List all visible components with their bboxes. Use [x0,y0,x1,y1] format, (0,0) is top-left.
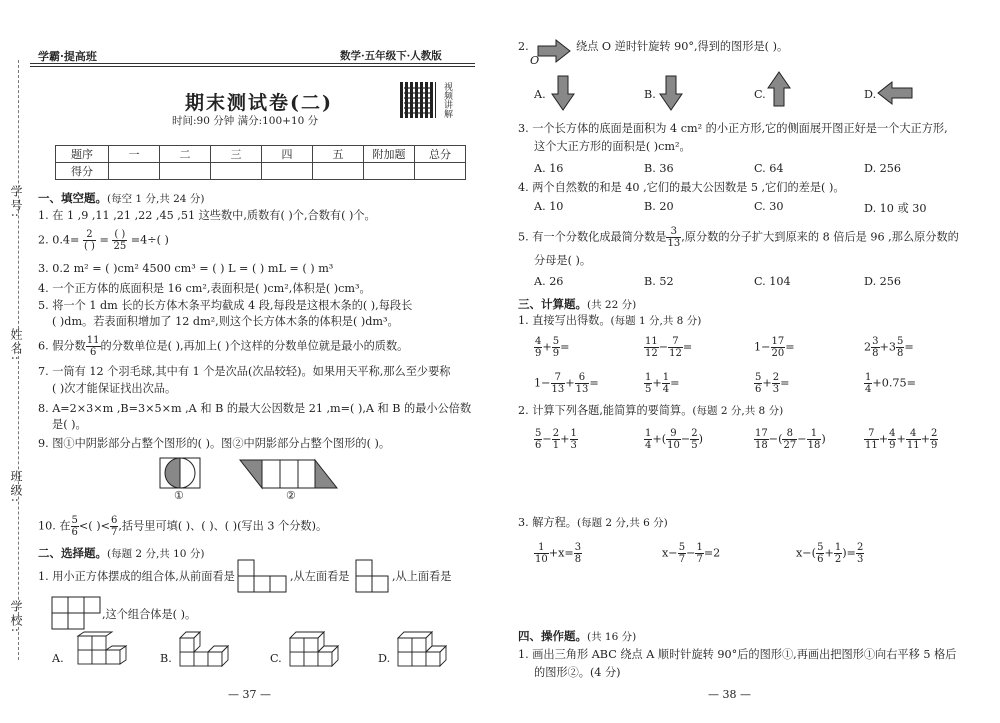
calc-sub-3 [518,516,668,530]
cube-figure-d [394,630,456,674]
calc-item: $\frac{7}{11}$ + $\frac{4}{9}$ + $\frac{4}{11}$ + $\frac{2}{9}$ [865,428,938,451]
numerator: 6 [110,515,118,526]
cube-figure-a [68,632,128,674]
qr-label: 视频讲解 [442,82,452,118]
calc-item: $\frac{4}{9}$ + $\frac{5}{9}$ = [535,336,570,359]
cube-figure-b [176,632,238,674]
question-5-cont: ( )dm。若表面积增加了 12 dm²,则这个长方体木条的体积是( )dm³。 [52,315,399,328]
rq5-option[interactable]: B. 52 [644,275,674,288]
header-rule-2 [30,66,475,67]
rq5-option[interactable]: A. 26 [534,275,564,288]
score-cell[interactable] [211,163,262,180]
student-id-label: 学号: [9,185,23,220]
calc-item: $\frac{11}{12}$ − $\frac{7}{12}$ = [645,336,693,359]
right-page [500,0,1000,723]
denominator: ( ) [83,241,95,252]
rq3-text-cont: 这个大正方形的面积是( )cm²。 [534,140,691,153]
score-cell[interactable] [313,163,364,180]
rq2-option-d[interactable]: D. [864,88,877,101]
rq5-option[interactable]: D. 256 [864,275,902,288]
rq5-option[interactable]: C. 104 [754,275,791,288]
rq5-text-b: ,原分数的分子扩大到原来的 8 倍后是 96 ,那么原分数的 [681,230,959,244]
fraction [112,229,127,252]
operation-1-cont: 的图形②。(4 分) [534,666,621,679]
section-operation [518,628,636,644]
sub-title: 3. 解方程。 [518,516,577,529]
rq5-text-a: 5. 有一个分数化成最简分数是 [518,230,667,244]
calc-sub-1 [518,314,701,328]
question-7: 7. 一筒有 12 个羽毛球,其中有 1 个是次品(次品较轻)。如果用天平称,那么至少要称 [38,365,451,378]
calc-item: $\frac{5}{6}$ − $\frac{2}{1}$ + $\frac{1}{3}$ [535,428,577,451]
q6-text: 6. 假分数 [38,339,86,353]
q10-text: 10. 在 [38,519,71,533]
denominator: 6 [71,527,78,538]
q2-text-2: =4÷( ) [130,233,169,247]
score-header-cell: 题序 [56,146,109,163]
q2-text: 2. 0.4= [38,233,80,247]
figure-1-label: ① [174,489,185,502]
question-5: 5. 将一个 1 dm 长的长方体木条平均截成 4 段,每段是这根木条的( ),每段长 [38,299,413,312]
name-label: 姓名: [9,328,23,363]
score-header-cell: 五 [313,146,364,163]
question-2: 2. 0.4= $\frac{2}{( )}$ = $\frac{( )}{25}$ =4÷( ) [38,229,169,252]
question-8-cont: 是( )。 [52,418,87,431]
question-1: 1. 在 1 ,9 ,11 ,21 ,22 ,45 ,51 这些数中,质数有( )个,合数有( )个。 [38,209,376,222]
cube-figure-c [286,632,348,674]
section-note: (每空 1 分,共 24 分) [107,193,205,205]
rq3-option[interactable]: B. 36 [644,162,674,175]
arrow-down-a [552,74,576,114]
question-3: 3. 0.2 m² = ( )cm² 4500 cm³ = ( ) L = ( ) mL = ( ) m³ [38,262,334,275]
question-6 [38,335,408,358]
calc-item: $\frac{1}{4}$ +( $\frac{9}{10}$ − $\frac{2}{5}$ ) [645,428,703,451]
numerator: 11 [86,335,100,346]
calc-item: $\frac{17}{18}$ −( $\frac{8}{27}$ − $\frac{1}{18}$ ) [755,428,826,451]
front-view-figure [238,560,286,592]
rq5-text [518,226,959,249]
fraction [71,515,79,538]
numerator: 5 [71,515,78,526]
page-number: — 38 — [708,688,751,701]
figure-2-label: ② [286,489,297,502]
calc-item: $\frac{5}{6}$ + $\frac{2}{3}$ = [755,372,790,395]
operation-1: 1. 画出三角形 ABC 绕点 A 顺时针旋转 90°后的图形①,再画出把图形①向右平移 5 格后 [518,648,957,661]
rq5-text-cont: 分母是( )。 [534,254,592,267]
calc-item: 1− $\frac{7}{13}$ + $\frac{6}{13}$ = [534,372,599,395]
choice-1-text-a: 1. 用小正方体摆成的组合体,从前面看是 [38,570,235,583]
q10-text-2: <( )< [78,519,110,533]
equation-2: x− $\frac{5}{7}$ − $\frac{1}{7}$ =2 [662,542,721,565]
score-header-cell: 附加题 [364,146,415,163]
q10-text-3: ,括号里可填( )、( )、( )(写出 3 个分数)。 [118,519,328,533]
score-header-cell: 一 [109,146,160,163]
rq3-text: 3. 一个长方体的底面是面积为 4 cm² 的小正方形,它的侧面展开图正好是一个大正方形, [518,122,948,135]
question-10 [38,515,327,538]
calc-item: 1− $\frac{17}{20}$ = [754,336,795,359]
fraction [86,335,101,358]
point-o-label: O [530,54,540,67]
section-calculation [518,296,636,312]
denominator: 13 [667,238,681,249]
figure-2-shape [240,460,340,488]
rq4-option[interactable]: A. 10 [534,200,564,213]
section-note: (共 16 分) [587,631,637,643]
denominator: 6 [89,347,97,358]
section-note: (每题 2 分,共 10 分) [107,548,205,560]
score-header-row [56,146,466,163]
score-cell[interactable] [364,163,415,180]
score-table [55,145,466,180]
binding-gutter [0,0,30,723]
rq3-option[interactable]: D. 256 [864,162,902,175]
section-title: 二、选择题。 [38,546,107,560]
score-header-cell: 三 [211,146,262,163]
calc-item: $\frac{1}{5}$ + $\frac{1}{4}$ = [645,372,680,395]
book-header: 数学·五年级下·人教版 [340,50,442,62]
choice-1-text-d: ,这个组合体是( )。 [102,608,197,621]
page-title: 期末测试卷(二) [185,92,333,114]
q6-text-2: 的分数单位是( ),再加上( )个这样的分数单位就是最小的质数。 [100,339,409,353]
section-fill-blank [38,190,204,206]
denominator: 7 [110,527,118,538]
rq2-option-c[interactable]: C. [754,88,766,101]
fraction [666,226,681,249]
calc-sub-2 [518,404,783,418]
rq3-option[interactable]: A. 16 [534,162,564,175]
sub-note: (每题 2 分,共 8 分) [692,405,784,417]
choice-1-text-b: ,从左面看是 [290,570,350,583]
left-view-figure [356,560,388,592]
school-label: 学校: [9,600,23,635]
top-view-figure [52,597,100,629]
rq3-option[interactable]: C. 64 [754,162,784,175]
question-4: 4. 一个正方体的底面积是 16 cm²,表面积是( )cm²,体积是( )cm³。 [38,282,371,295]
choice-option-b[interactable]: B. [160,652,172,665]
qr-code[interactable] [400,82,436,118]
rq2-number: 2. [518,40,529,53]
calc-item: 2 $\frac{3}{8}$ +3 $\frac{5}{8}$ = [864,336,914,359]
score-header-cell: 二 [160,146,211,163]
score-row-label: 得分 [56,163,109,180]
sub-title: 1. 直接写出得数。 [518,314,611,327]
rq4-option[interactable]: C. 30 [754,200,784,213]
arrow-original-right [534,40,574,64]
page-number: — 37 — [228,688,271,701]
arrow-left-d [878,82,918,106]
fraction [83,229,96,252]
calc-item: $\frac{1}{4}$ +0.75= [865,372,917,395]
equation-1: $\frac{1}{10}$ +x= $\frac{3}{8}$ [535,542,582,565]
numerator: 2 [83,229,96,241]
question-8: 8. A=2×3×m ,B=3×5×m ,A 和 B 的最大公因数是 21 ,m=( ),A 和 B 的最小公倍数 [38,402,472,415]
section-title: 一、填空题。 [38,191,107,205]
question-9: 9. 图①中阴影部分占整个图形的( )。图②中阴影部分占整个图形的( )。 [38,437,391,450]
arrow-down-b [660,74,684,114]
choice-option-c[interactable]: C. [270,652,282,665]
score-header-cell: 四 [262,146,313,163]
choice-1-text-c: ,从上面看是 [392,570,452,583]
exam-meta: 时间:90 分钟 满分:100+10 分 [172,115,319,127]
score-cell[interactable] [109,163,160,180]
section-title: 四、操作题。 [518,629,587,643]
rq2-option-b[interactable]: B. [644,88,656,101]
score-cell[interactable] [415,163,466,180]
rq2-option-a[interactable]: A. [534,88,546,101]
header-rule [30,63,475,64]
rq4-option[interactable]: D. 10 或 30 [864,202,927,215]
rq2-text: 绕点 O 逆时针旋转 90°,得到的图形是( )。 [576,40,789,53]
score-header-cell: 总分 [415,146,466,163]
numerator: 3 [666,226,681,238]
section-note: (共 22 分) [587,299,637,311]
brand-logo: 学霸·提高班 [38,50,97,63]
rq4-option[interactable]: B. 20 [644,200,674,213]
cut-line [18,60,19,660]
score-value-row [56,163,466,180]
rq4-text: 4. 两个自然数的和是 40 ,它们的最大公因数是 5 ,它们的差是( )。 [518,181,845,194]
choice-option-a[interactable]: A. [52,652,64,665]
sub-note: (每题 2 分,共 6 分) [576,517,668,529]
figure-1-shape [160,458,200,488]
score-cell[interactable] [262,163,313,180]
choice-option-d[interactable]: D. [378,652,391,665]
equation-3: x−( $\frac{5}{6}$ + $\frac{1}{2}$ )= $\frac{2}{3}$ [796,542,864,565]
denominator: 25 [113,241,127,252]
score-cell[interactable] [160,163,211,180]
question-7-cont: ( )次才能保证找出次品。 [52,382,177,395]
sub-note: (每题 1 分,共 8 分) [610,315,702,327]
arrow-up-c [768,72,792,112]
numerator: ( ) [114,229,126,240]
section-choice [38,545,204,561]
class-label: 班级: [9,470,23,505]
section-title: 三、计算题。 [518,297,587,311]
sub-title: 2. 计算下列各题,能简算的要简算。 [518,404,693,417]
